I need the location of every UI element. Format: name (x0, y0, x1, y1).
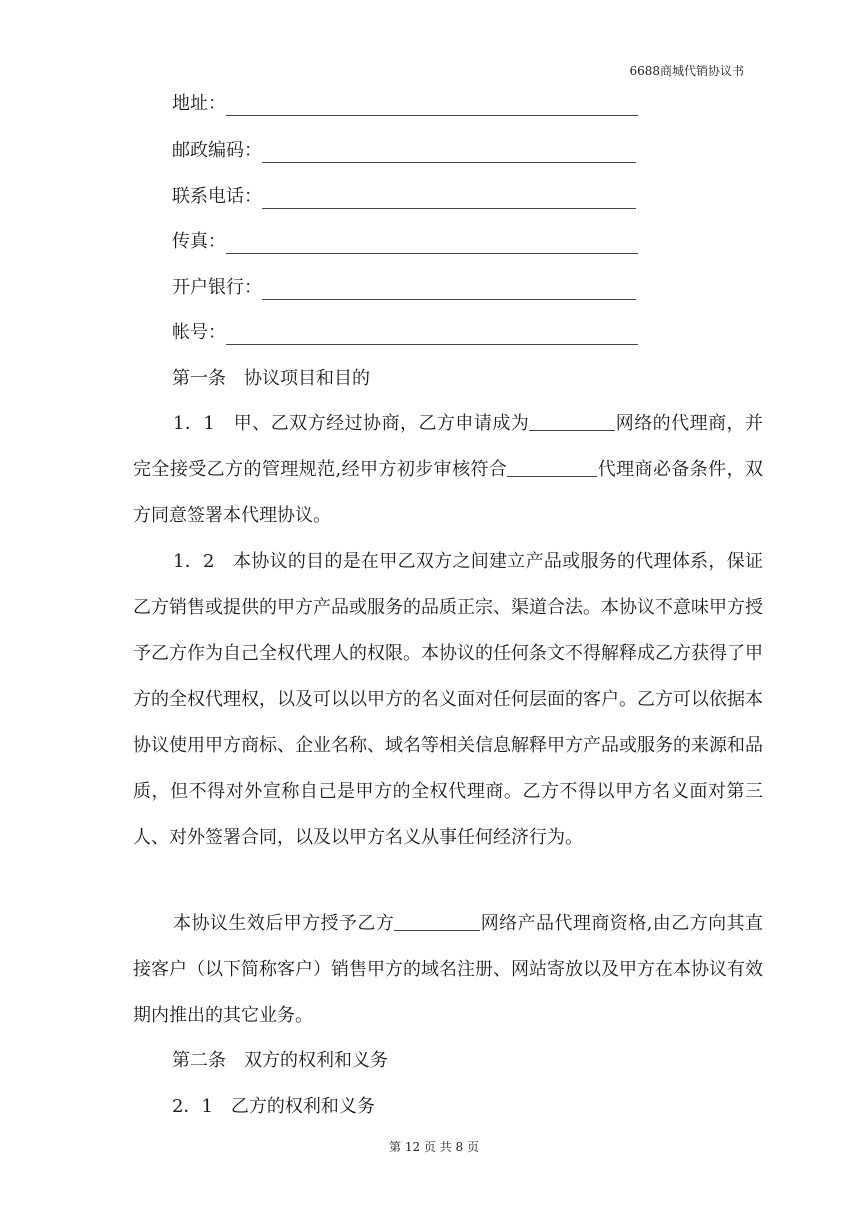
bank-field (172, 276, 636, 300)
authorization-text-b: 网络产品代理商资格,由乙方向其直接客户（以下简称客户）销售甲方的域名注册、网站寄放以及甲方在本协议有效期内推出的其它业务。 (133, 913, 763, 1026)
clause-1-1 (133, 401, 763, 539)
address-field (172, 92, 638, 116)
address-blank-line (226, 97, 638, 116)
clause-1-1-blank-1 (529, 412, 615, 431)
fax-field (172, 230, 638, 254)
clause-2-1-title: 2．1 乙方的权利和义务 (172, 1096, 375, 1117)
bank-label: 开户银行： (172, 277, 262, 298)
authorization-paragraph (133, 901, 763, 1039)
address-label: 地址： (172, 93, 226, 114)
postal-code-field (172, 139, 636, 163)
phone-label: 联系电话： (172, 186, 262, 207)
authorization-blank (394, 912, 480, 931)
postal-code-blank-line (262, 144, 636, 163)
document-header-title: 6688商城代销协议书 (629, 64, 744, 78)
authorization-text-a: 本协议生效后甲方授予乙方 (173, 913, 395, 934)
clause-1-1-text-b: 网络的代理商，并完全接受乙方的管理规范,经甲方初步审核符合 (133, 413, 764, 480)
clause-1-1-text-c: 代理商必备条件，双方同意签署本代理协议。 (133, 459, 763, 526)
postal-code-label: 邮政编码： (172, 140, 262, 161)
account-field (172, 321, 638, 345)
clause-1-1-text-a: 1．1 甲、乙双方经过协商，乙方申请成为 (173, 413, 530, 434)
bank-blank-line (262, 281, 636, 300)
account-blank-line (226, 326, 638, 345)
clause-1-1-blank-2 (507, 458, 597, 477)
fax-label: 传真： (172, 231, 226, 252)
article-2-title: 第二条 双方的权利和义务 (172, 1050, 388, 1071)
phone-blank-line (262, 190, 636, 209)
article-1-title: 第一条 协议项目和目的 (172, 368, 370, 389)
phone-field (172, 185, 636, 209)
account-label: 帐号： (172, 322, 226, 343)
clause-1-2: 1．2 本协议的目的是在甲乙双方之间建立产品或服务的代理体系，保证乙方销售或提供的甲方产品或服务的品质正宗、渠道合法。本协议不意味甲方授予乙方作为自己全权代理人的权限。本协议的任何条文不得解释成乙方获得了甲方的全权代理权，以及可以以甲方的名义面对任何层面的客户。乙方可以依据本协议使用甲方商标、企业名称、域名等相关信息解释甲方产品或服务的来源和品质，但不得对外宣称自己是甲方的全权代理商。乙方不得以甲方名义面对第三人、对外签署合同，以及以甲方名义从事任何经济行为。 (133, 551, 763, 848)
page-number: 第 12 页 共 8 页 (389, 1140, 479, 1154)
fax-blank-line (226, 235, 638, 254)
